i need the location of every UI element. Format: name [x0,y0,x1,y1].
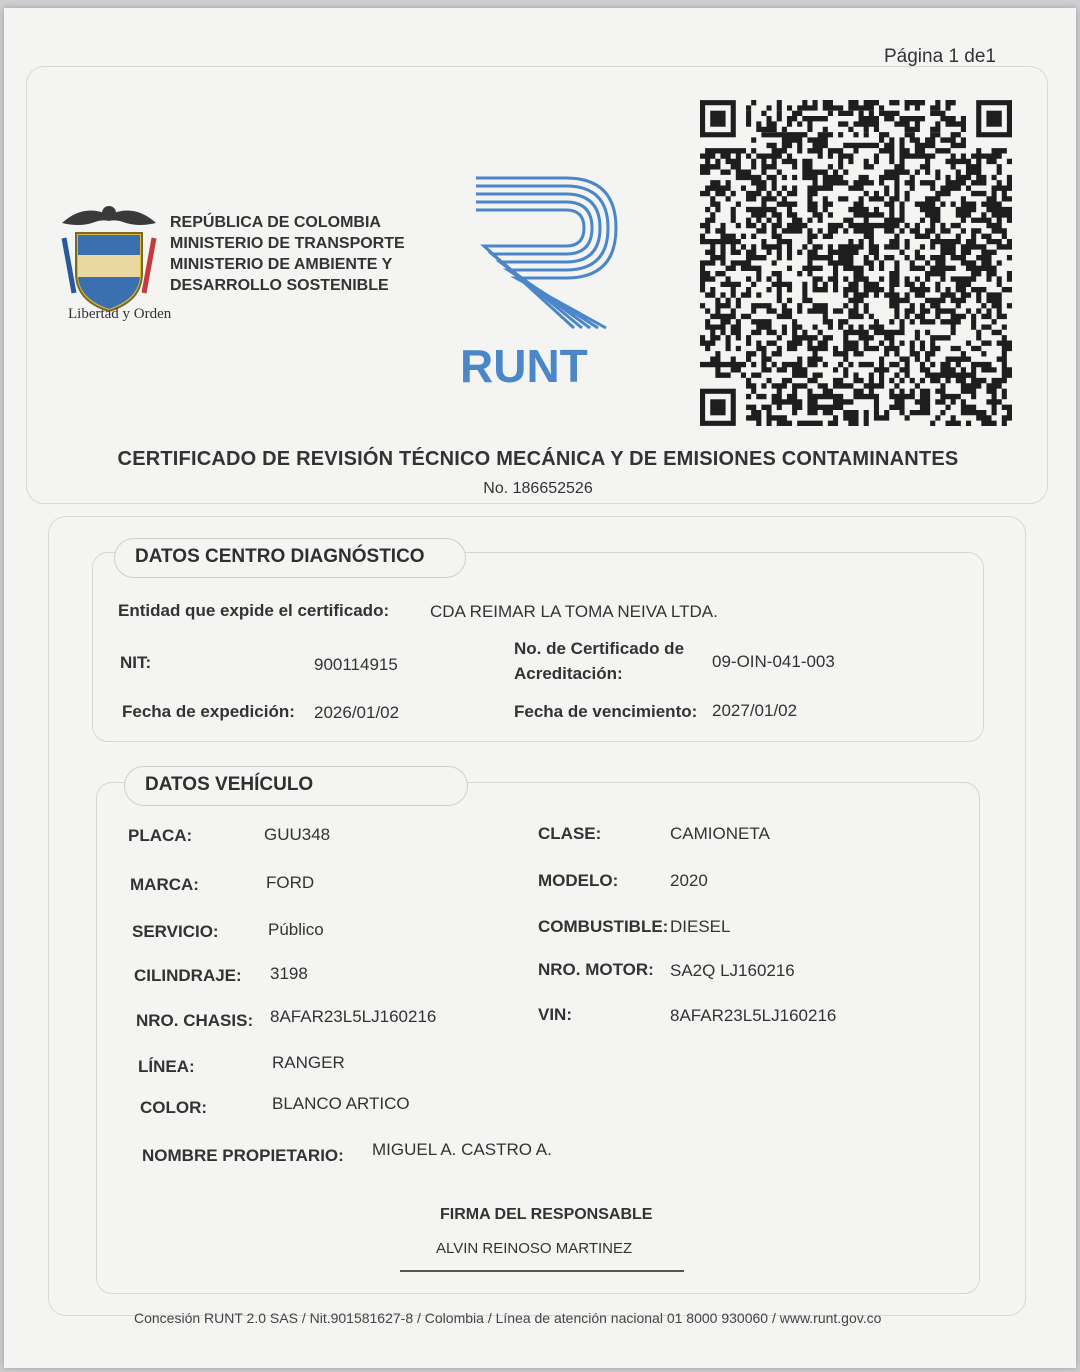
certificate-title: CERTIFICADO DE REVISIÓN TÉCNICO MECÁNICA Y DE EMISIONES CONTAMINANTES [117,448,959,470]
certificate-number: No. 186652526 [483,480,593,497]
centro-section-title: DATOS CENTRO DIAGNÓSTICO [114,538,466,578]
servicio-value: Público [268,920,324,939]
combustible-label: COMBUSTIBLE: [538,917,669,936]
chasis-label: NRO. CHASIS: [136,1011,254,1030]
modelo-value: 2020 [670,871,708,890]
linea-value: RANGER [272,1053,345,1072]
ministry-line: DESARROLLO SOSTENIBLE [170,277,389,294]
signature-name: ALVIN REINOSO MARTINEZ [436,1240,633,1257]
runt-logo-icon [456,168,646,393]
cilindraje-label: CILINDRAJE: [134,966,242,985]
clase-label: CLASE: [538,824,602,843]
servicio-label: SERVICIO: [132,922,219,941]
certificate-sheet [4,8,1076,1368]
footer-text: Concesión RUNT 2.0 SAS / Nit.901581627-8 / Colombia / Línea de atención nacional 01 8000 930060 / www.runt.gov.co [134,1310,882,1326]
clase-value: CAMIONETA [670,824,770,843]
motor-value: SA2Q LJ160216 [670,961,795,980]
modelo-label: MODELO: [538,871,619,890]
expedicion-label: Fecha de expedición: [122,702,295,721]
ministry-line: MINISTERIO DE AMBIENTE Y [170,256,393,273]
ministries-block [170,212,405,296]
vin-value: 8AFAR23L5LJ160216 [670,1006,837,1025]
page-number: Página 1 de1 [884,46,996,67]
propietario-value: MIGUEL A. CASTRO A. [372,1140,552,1159]
vencimiento-value: 2027/01/02 [712,701,798,720]
linea-label: LÍNEA: [138,1057,195,1076]
combustible-value: DIESEL [670,917,731,936]
acreditacion-value: 09-OIN-041-003 [712,652,835,671]
chasis-value: 8AFAR23L5LJ160216 [270,1007,437,1026]
entidad-value: CDA REIMAR LA TOMA NEIVA LTDA. [430,602,718,621]
svg-text:RUNT: RUNT [460,340,588,392]
color-label: COLOR: [140,1098,208,1117]
vin-label: VIN: [538,1005,572,1024]
acreditacion-label-2: Acreditación: [514,664,623,683]
nit-label: NIT: [120,653,152,672]
marca-value: FORD [266,873,315,892]
vencimiento-label: Fecha de vencimiento: [514,702,698,721]
marca-label: MARCA: [130,875,199,894]
ministry-line: REPÚBLICA DE COLOMBIA [170,214,381,231]
coat-caption: Libertad y Orden [68,306,172,322]
ministry-line: MINISTERIO DE TRANSPORTE [170,235,405,252]
expedicion-value: 2026/01/02 [314,703,400,722]
qr-code-icon [700,100,1012,426]
placa-value: GUU348 [264,825,331,844]
signature-title: FIRMA DEL RESPONSABLE [440,1206,653,1223]
placa-label: PLACA: [128,826,193,845]
signature-line [400,1270,684,1272]
cilindraje-value: 3198 [270,964,308,983]
entidad-label: Entidad que expide el certificado: [118,601,390,620]
vehiculo-section-title: DATOS VEHÍCULO [124,766,468,806]
propietario-label: NOMBRE PROPIETARIO: [142,1146,344,1165]
color-value: BLANCO ARTICO [272,1094,410,1113]
motor-label: NRO. MOTOR: [538,960,654,979]
nit-value: 900114915 [314,655,398,674]
acreditacion-label: No. de Certificado de [514,639,685,658]
